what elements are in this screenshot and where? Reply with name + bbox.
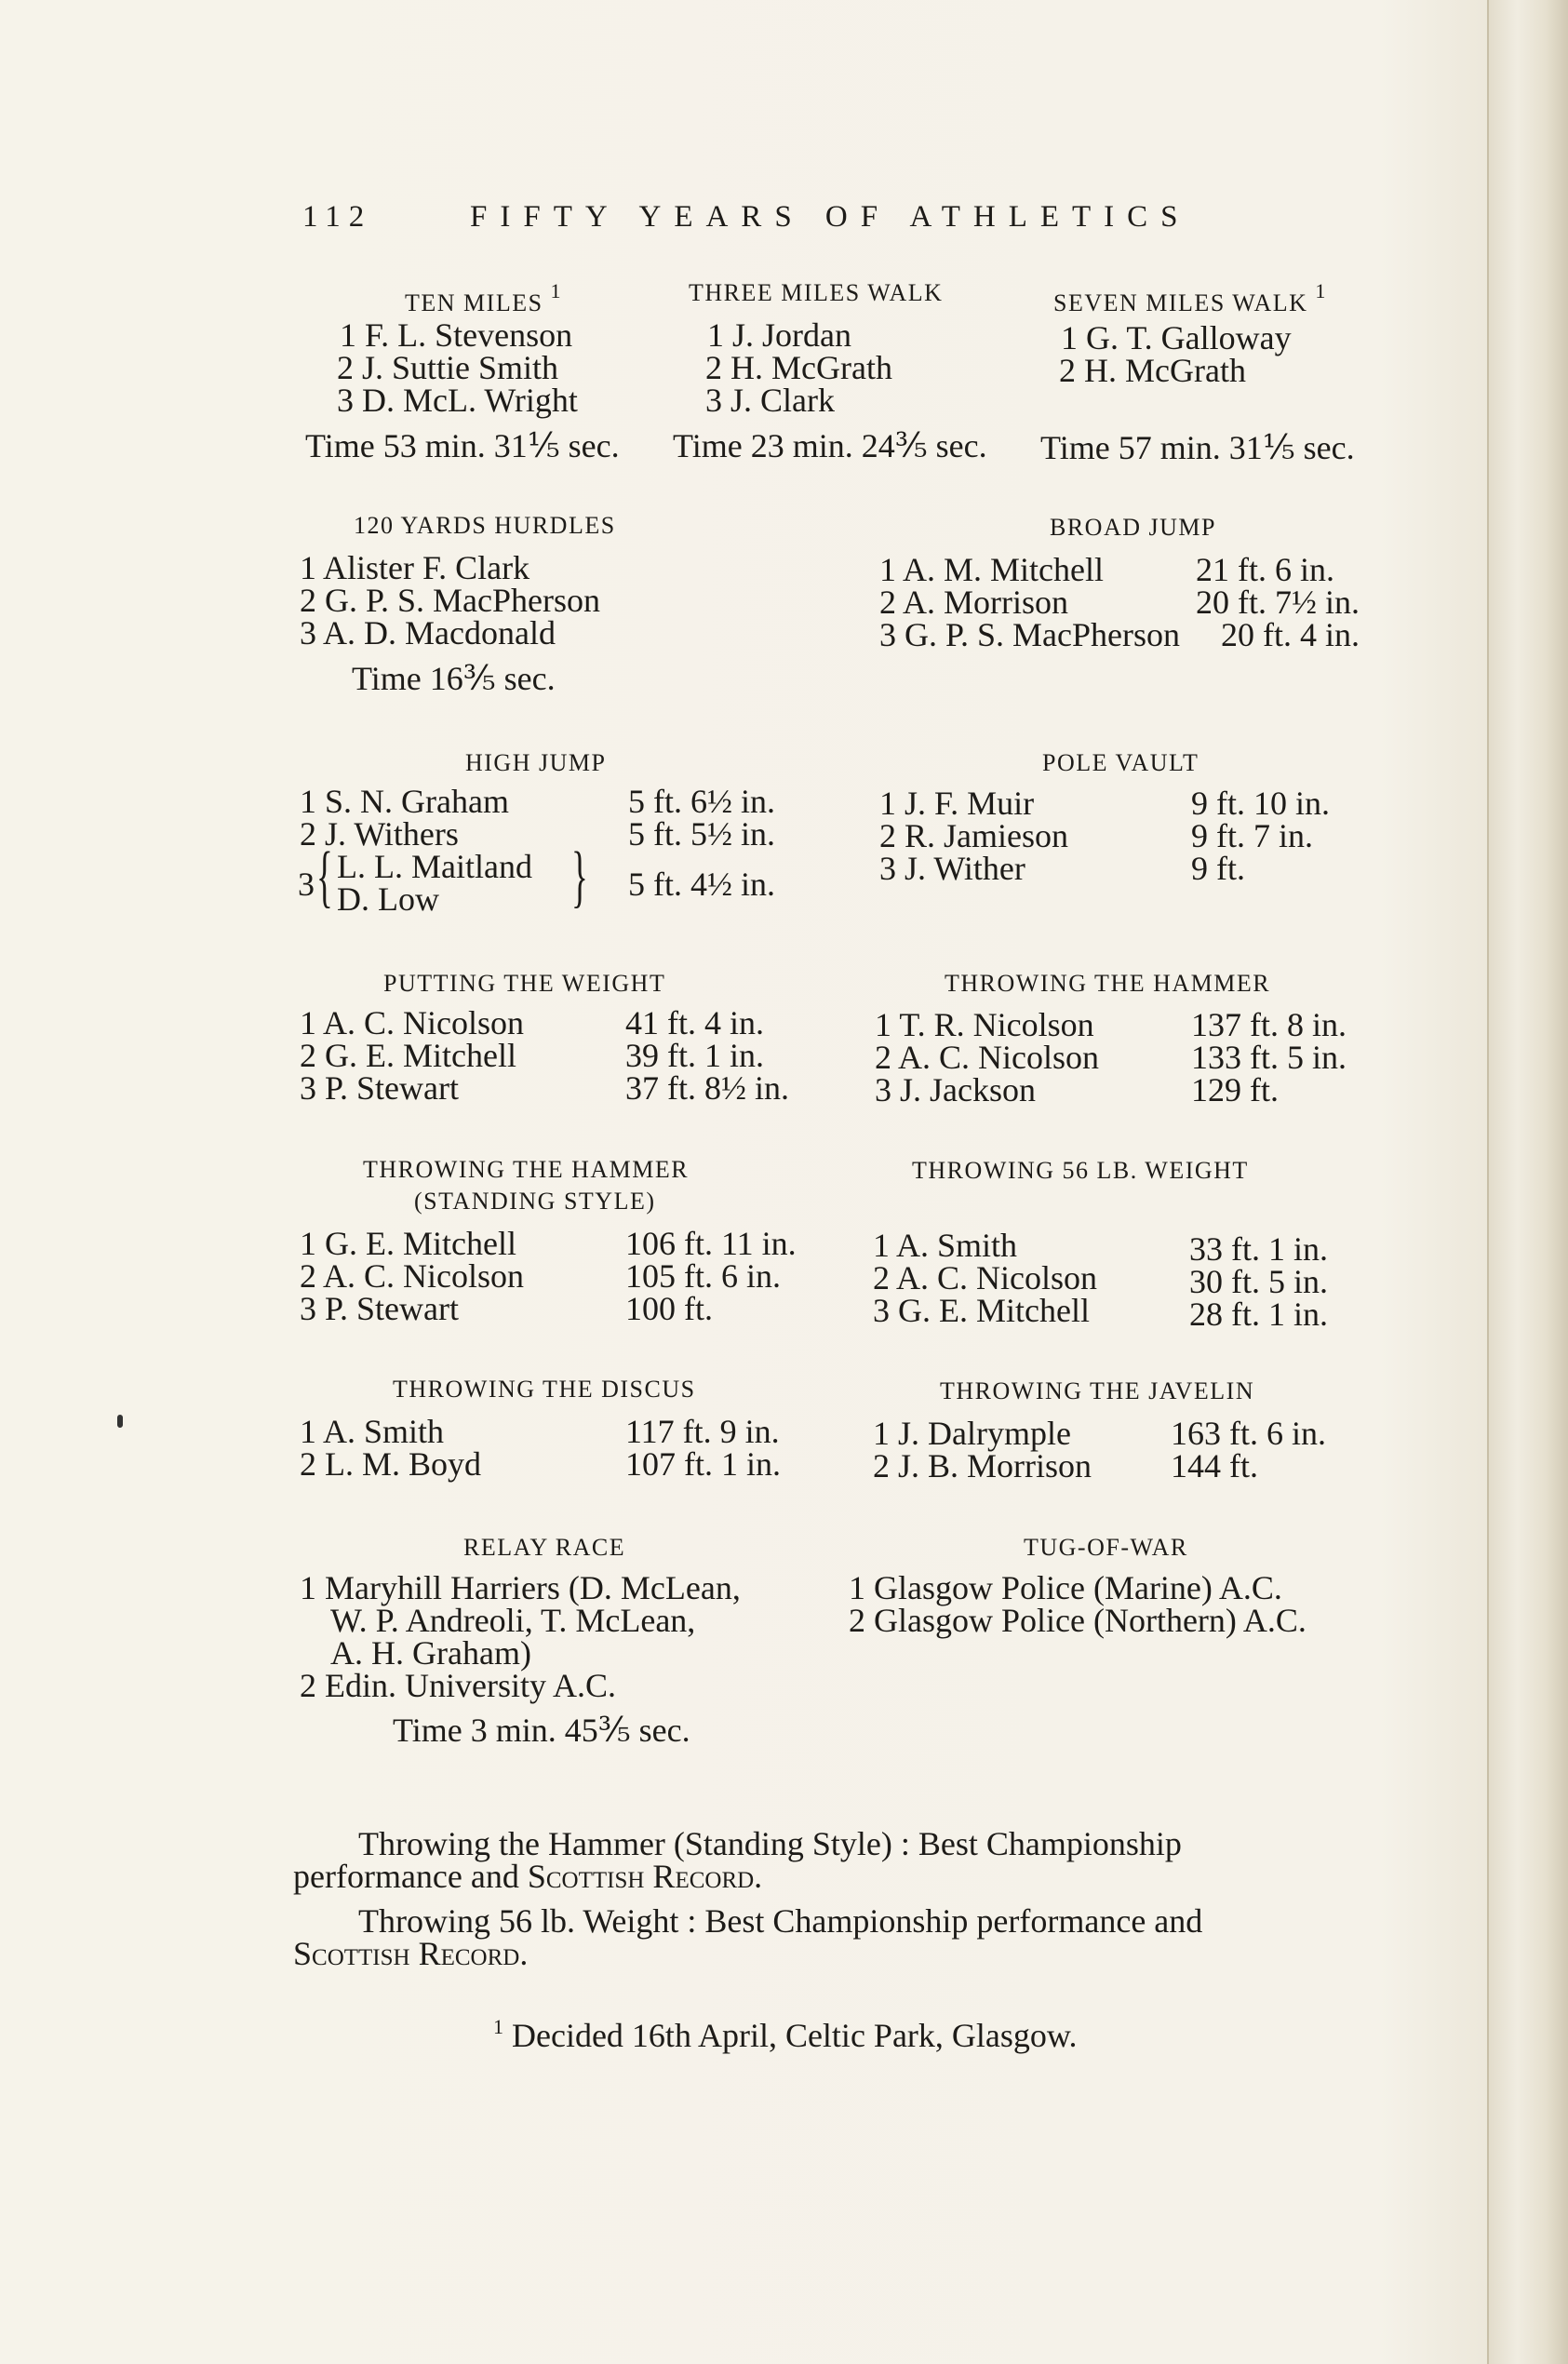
event-title-relay: RELAY RACE	[463, 1534, 626, 1561]
event-time: Time 53 min. 31⅕ sec.	[305, 427, 620, 464]
page-number: 112	[302, 200, 373, 234]
note-line: Throwing 56 lb. Weight : Best Championship performance and	[358, 1902, 1203, 1940]
event-time: Time 23 min. 24⅗ sec.	[673, 427, 987, 464]
result-name: 1 A. M. Mitchell	[879, 551, 1104, 588]
result-mark: 37 ft. 8½ in.	[625, 1069, 789, 1107]
result-line: 1 Alister F. Clark	[300, 549, 530, 586]
result-mark: 105 ft. 6 in.	[625, 1257, 781, 1295]
event-title-javelin: THROWING THE JAVELIN	[940, 1377, 1255, 1404]
note-line: performance and Scottish Record.	[293, 1858, 763, 1895]
result-name: 3 J. Wither	[879, 850, 1025, 887]
result-line: 1 G. T. Galloway	[1061, 319, 1292, 356]
result-line: 2 G. P. S. MacPherson	[300, 582, 601, 619]
note-line: Scottish Record.	[293, 1935, 529, 1972]
result-name: 3 P. Stewart	[300, 1069, 459, 1107]
result-mark: 5 ft. 5½ in.	[628, 815, 775, 853]
result-name: 1 A. Smith	[300, 1413, 445, 1450]
tie-name: L. L. Maitland	[337, 848, 532, 885]
event-title-putting-weight: PUTTING THE WEIGHT	[383, 970, 666, 997]
event-title-pole-vault: POLE VAULT	[1042, 749, 1199, 776]
result-mark: 21 ft. 6 in.	[1196, 551, 1334, 588]
result-name: 2 R. Jamieson	[879, 817, 1068, 854]
result-mark: 117 ft. 9 in.	[625, 1413, 780, 1450]
result-name: 1 S. N. Graham	[300, 783, 509, 820]
result-name: 3 J. Jackson	[875, 1071, 1036, 1108]
page-edge	[1487, 0, 1568, 2364]
event-title-high-jump: HIGH JUMP	[465, 749, 607, 776]
result-name: 1 J. Dalrymple	[873, 1415, 1071, 1452]
result-name: 2 G. E. Mitchell	[300, 1037, 516, 1074]
result-name: 3 G. P. S. MacPherson	[879, 616, 1181, 653]
result-name: 2 J. B. Morrison	[873, 1447, 1092, 1484]
result-mark: 20 ft. 4 in.	[1221, 616, 1360, 653]
result-name: 1 A. C. Nicolson	[300, 1004, 525, 1041]
result-name: 2 A. C. Nicolson	[873, 1259, 1098, 1296]
result-name: 1 G. E. Mitchell	[300, 1225, 516, 1262]
result-line: A. H. Graham)	[330, 1634, 531, 1672]
result-mark: 133 ft. 5 in.	[1191, 1039, 1347, 1076]
result-line: 2 H. McGrath	[1059, 352, 1246, 389]
result-name: 3 P. Stewart	[300, 1290, 459, 1327]
event-time: Time 57 min. 31⅕ sec.	[1040, 429, 1355, 466]
result-mark: 5 ft. 4½ in.	[628, 866, 775, 903]
event-title-ten-miles: TEN MILES $^1$	[405, 279, 563, 316]
result-mark: 106 ft. 11 in.	[625, 1225, 797, 1262]
result-mark: 20 ft. 7½ in.	[1196, 584, 1360, 621]
result-mark: 163 ft. 6 in.	[1171, 1415, 1326, 1452]
result-mark: 9 ft. 7 in.	[1191, 817, 1313, 854]
result-name: 2 L. M. Boyd	[300, 1445, 482, 1483]
result-name: 2 A. Morrison	[879, 584, 1069, 621]
event-title-seven-miles-walk: SEVEN MILES WALK $^1$	[1053, 279, 1327, 316]
result-name: 2 A. C. Nicolson	[300, 1257, 525, 1295]
result-name: 2 A. C. Nicolson	[875, 1039, 1100, 1076]
event-title-hammer: THROWING THE HAMMER	[945, 970, 1271, 997]
event-time: Time 16⅗ sec.	[352, 660, 556, 697]
result-mark: 41 ft. 4 in.	[625, 1004, 764, 1041]
result-line: 3 A. D. Macdonald	[300, 614, 556, 651]
brace-right: }	[571, 839, 588, 915]
result-line: 1 Maryhill Harriers (D. McLean,	[300, 1569, 741, 1606]
running-title: FIFTY YEARS OF ATHLETICS	[470, 200, 1191, 234]
result-mark: 39 ft. 1 in.	[625, 1037, 764, 1074]
result-line: 1 J. Jordan	[707, 316, 851, 354]
event-time: Time 3 min. 45⅗ sec.	[393, 1712, 690, 1749]
event-title-broad-jump: BROAD JUMP	[1050, 514, 1216, 541]
event-title-56lb: THROWING 56 LB. WEIGHT	[912, 1157, 1249, 1184]
result-name: 1 J. F. Muir	[879, 785, 1035, 822]
margin-mark	[117, 1415, 123, 1428]
result-mark: 129 ft.	[1191, 1071, 1279, 1108]
note-line: Throwing the Hammer (Standing Style) : Best Championship	[358, 1825, 1182, 1862]
result-line: 2 Glasgow Police (Northern) A.C.	[849, 1602, 1307, 1639]
result-line: 3 J. Clark	[705, 382, 835, 419]
result-name: 1 T. R. Nicolson	[875, 1006, 1094, 1043]
result-mark: 100 ft.	[625, 1290, 713, 1327]
footnote: $^1$ Decided 16th April, Celtic Park, Glasgow.	[493, 2015, 1078, 2054]
event-title-hurdles: 120 YARDS HURDLES	[354, 512, 616, 539]
result-line: 3 D. McL. Wright	[337, 382, 578, 419]
result-mark: 9 ft. 10 in.	[1191, 785, 1330, 822]
tie-name: D. Low	[337, 880, 439, 918]
result-mark: 5 ft. 6½ in.	[628, 783, 775, 820]
result-mark: 144 ft.	[1171, 1447, 1258, 1484]
event-title-hammer-standing: THROWING THE HAMMER	[363, 1156, 690, 1183]
result-mark: 9 ft.	[1191, 850, 1245, 887]
result-mark: 28 ft. 1 in.	[1189, 1296, 1328, 1333]
brace-left: {	[316, 839, 333, 915]
result-mark: 30 ft. 5 in.	[1189, 1263, 1328, 1300]
event-subtitle: (STANDING STYLE)	[414, 1188, 656, 1215]
event-title-discus: THROWING THE DISCUS	[393, 1376, 696, 1403]
event-title-tug-of-war: TUG-OF-WAR	[1024, 1534, 1188, 1561]
result-line: 1 Glasgow Police (Marine) A.C.	[849, 1569, 1282, 1606]
result-mark: 137 ft. 8 in.	[1191, 1006, 1347, 1043]
result-line: 2 H. McGrath	[705, 349, 892, 386]
result-name: 3 G. E. Mitchell	[873, 1292, 1090, 1329]
result-name: 2 J. Withers	[300, 815, 459, 853]
result-mark: 107 ft. 1 in.	[625, 1445, 781, 1483]
result-mark: 33 ft. 1 in.	[1189, 1230, 1328, 1268]
result-line: 2 J. Suttie Smith	[337, 349, 559, 386]
tie-place: 3	[298, 866, 315, 903]
result-line: W. P. Andreoli, T. McLean,	[330, 1602, 696, 1639]
result-name: 1 A. Smith	[873, 1227, 1018, 1264]
result-line: 1 F. L. Stevenson	[340, 316, 573, 354]
result-line: 2 Edin. University A.C.	[300, 1667, 616, 1704]
event-title-three-miles-walk: THREE MILES WALK	[689, 279, 944, 306]
